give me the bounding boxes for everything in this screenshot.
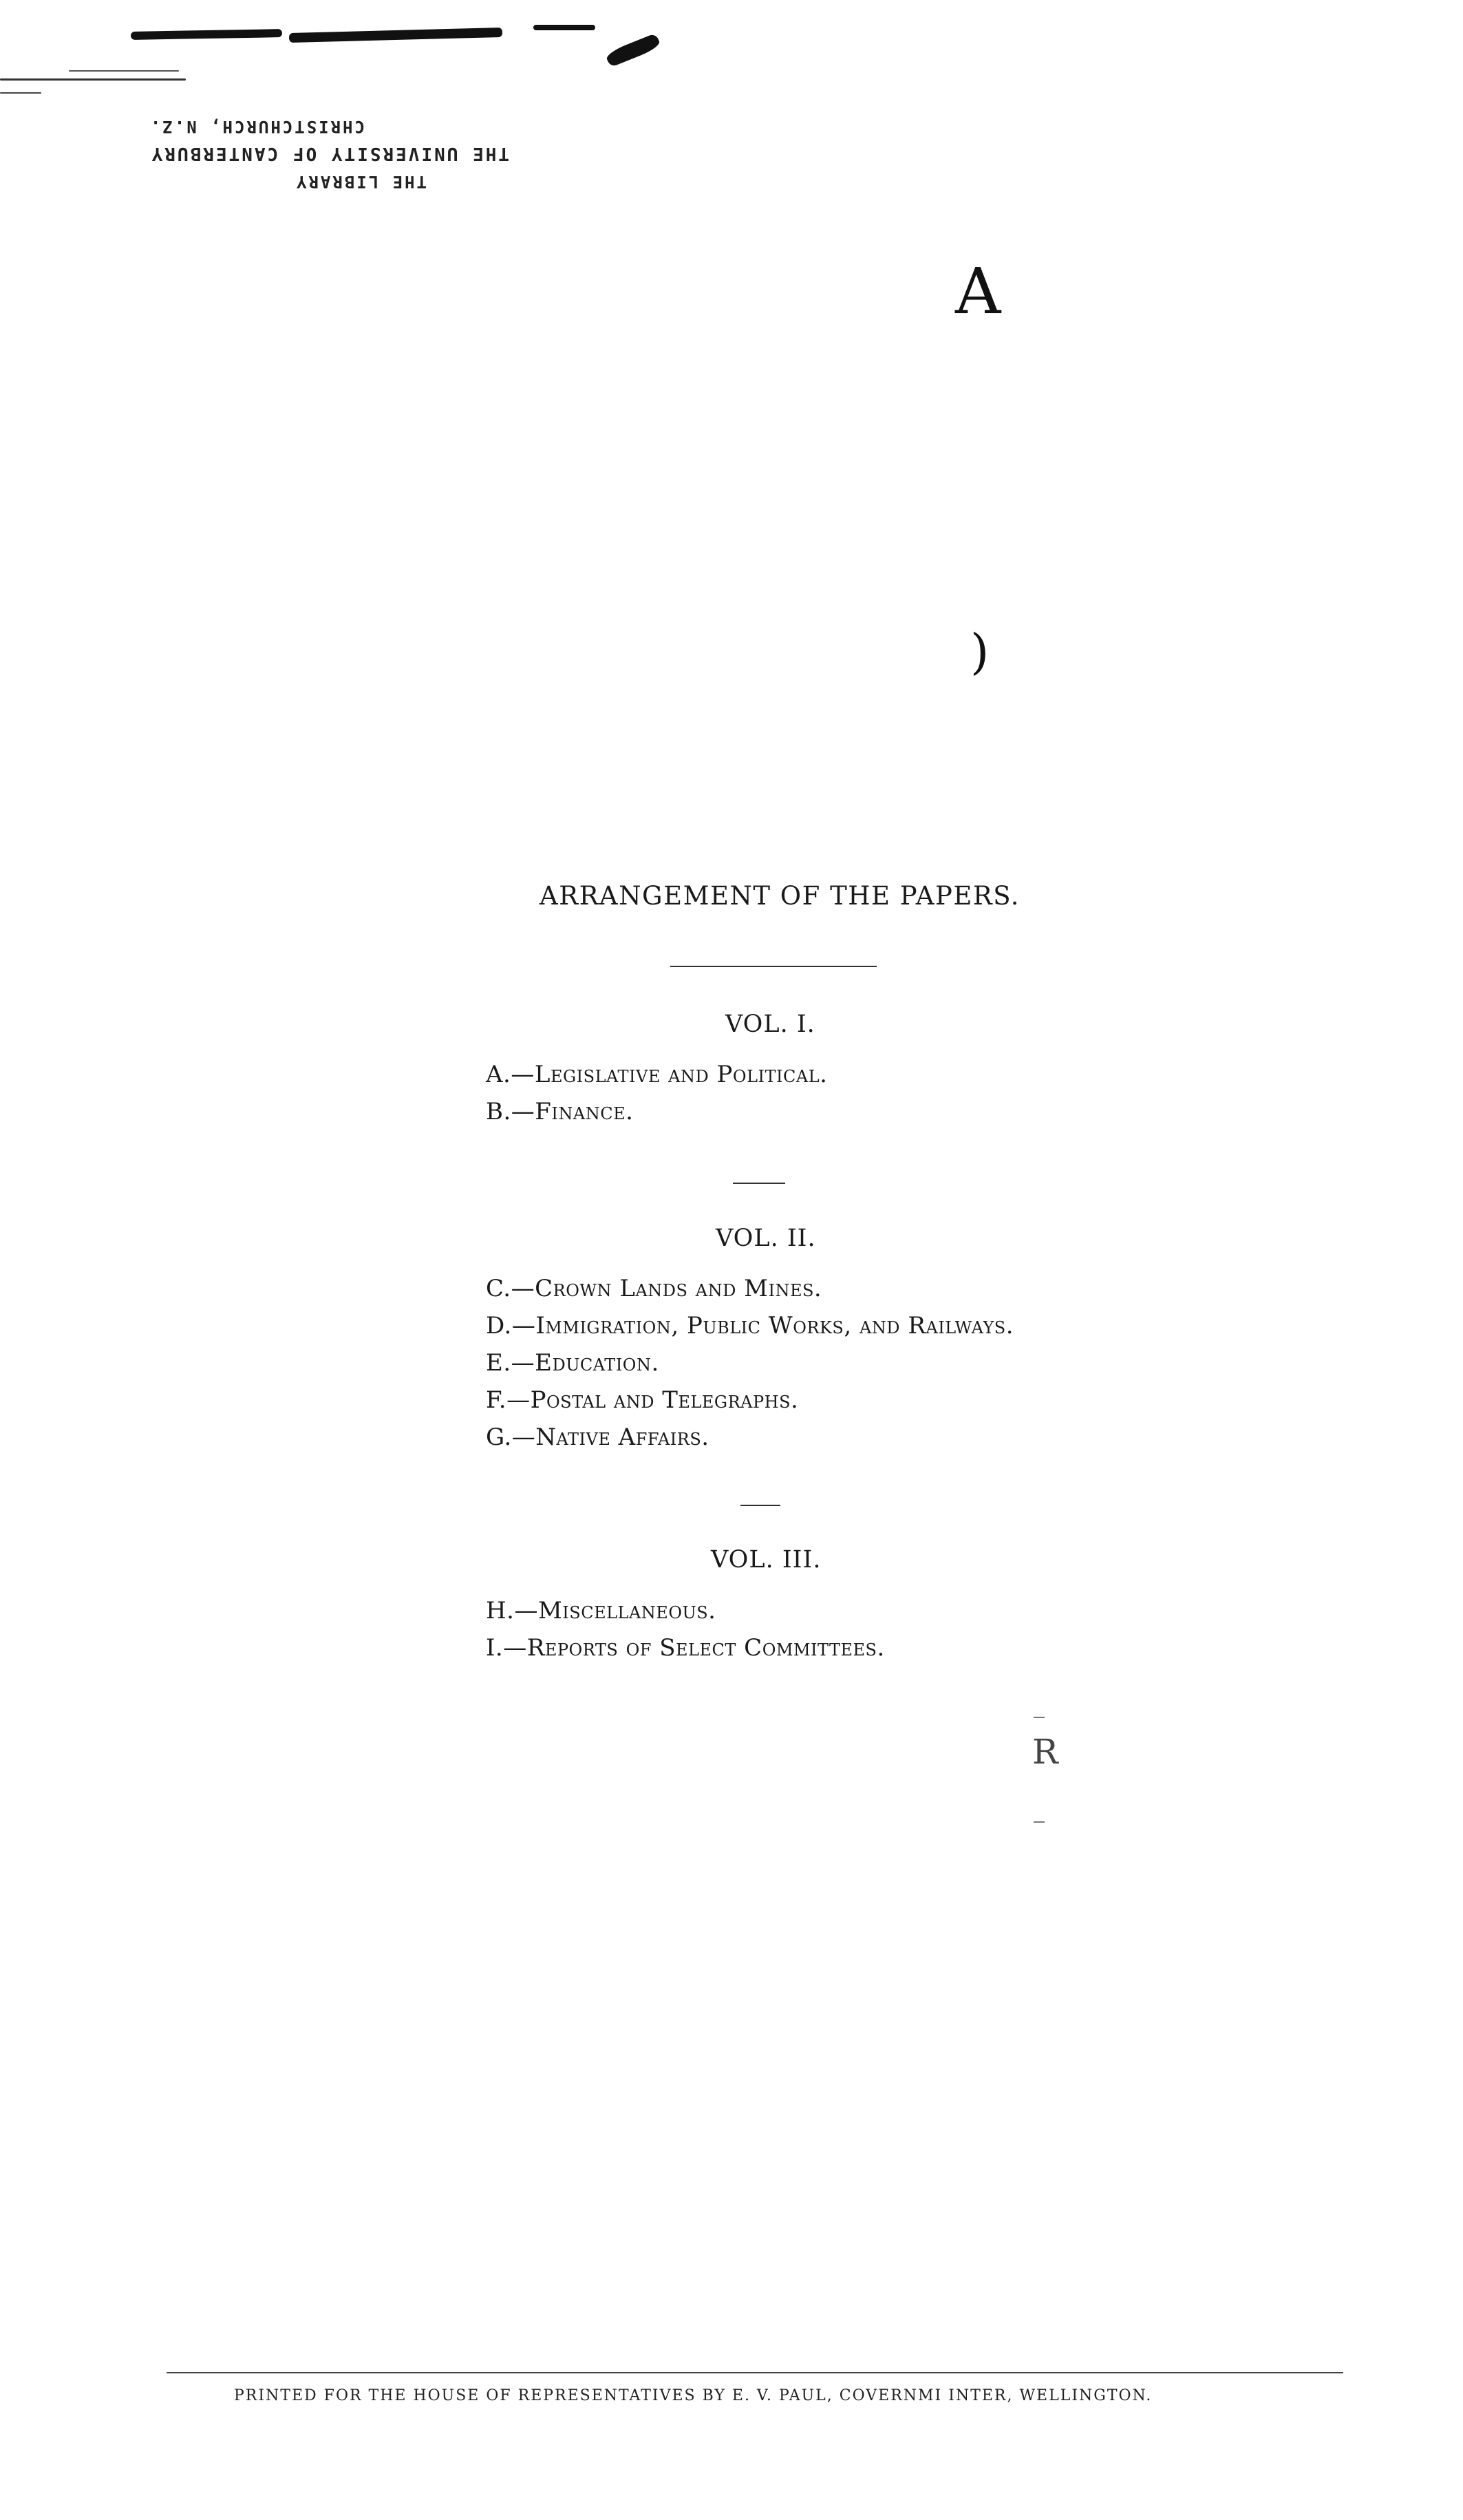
scan-mark <box>533 25 595 30</box>
printer-imprint: PRINTED FOR THE HOUSE OF REPRESENTATIVES BY E. V. PAUL, COVERNMI INTER, WELLINGTON. <box>234 2387 1153 2404</box>
list-item <box>486 1307 1014 1344</box>
stamp-line: THE UNIVERSITY OF CANTERBURY <box>149 143 509 164</box>
library-stamp <box>41 116 523 191</box>
section-list <box>486 1592 885 1666</box>
section-code: F.— <box>486 1386 531 1414</box>
scan-mark <box>0 78 186 81</box>
margin-mark: R <box>1032 1732 1058 1772</box>
divider <box>733 1183 785 1184</box>
section-code: D.— <box>486 1312 536 1340</box>
section-title: Crown Lands and Mines. <box>535 1275 822 1302</box>
section-title: Immigration, Public Works, and Railways. <box>535 1312 1014 1340</box>
section-title: Postal and Telegraphs. <box>530 1386 799 1414</box>
section-title: Education. <box>535 1349 659 1377</box>
section-code: B.— <box>486 1098 535 1125</box>
list-item <box>486 1419 1014 1456</box>
list-item <box>486 1093 827 1130</box>
section-title: Miscellaneous. <box>537 1597 716 1624</box>
footer-divider <box>167 2372 1343 2373</box>
list-item <box>486 1344 1014 1381</box>
section-code: I.— <box>486 1634 527 1662</box>
page-title: ARRANGEMENT OF THE PAPERS. <box>540 881 1021 911</box>
scan-mark <box>605 33 661 67</box>
margin-tick <box>1034 1717 1045 1718</box>
margin-mark: ) <box>970 624 990 680</box>
divider <box>670 966 877 967</box>
section-code: C.— <box>486 1275 535 1302</box>
scan-mark <box>0 92 41 94</box>
section-code: H.— <box>486 1597 538 1624</box>
scan-mark <box>131 29 282 40</box>
list-item <box>486 1629 885 1666</box>
scan-mark <box>289 28 502 43</box>
divider <box>740 1505 780 1506</box>
section-title: Native Affairs. <box>535 1423 709 1451</box>
section-code: A.— <box>486 1061 535 1088</box>
section-title: Finance. <box>535 1098 634 1125</box>
section-code: G.— <box>486 1423 536 1451</box>
list-item <box>486 1381 1014 1419</box>
scan-mark <box>69 70 179 72</box>
volume-title: VOL. II. <box>716 1225 816 1252</box>
list-item <box>486 1056 827 1093</box>
list-item <box>486 1270 1014 1307</box>
volume-title: VOL. III. <box>711 1546 822 1574</box>
list-item <box>486 1592 885 1629</box>
stamp-line: CHRISTCHURCH, N.Z. <box>148 117 365 136</box>
volume-letter-mark: A <box>955 255 1001 328</box>
section-list <box>486 1270 1014 1456</box>
section-title: Legislative and Political. <box>534 1061 828 1088</box>
section-code: E.— <box>486 1349 535 1377</box>
section-list <box>486 1056 827 1130</box>
margin-tick <box>1034 1821 1045 1823</box>
stamp-line: THE LIBRARY <box>295 172 427 191</box>
section-title: Reports of Select Committees. <box>526 1634 885 1662</box>
volume-title: VOL. I. <box>725 1010 815 1038</box>
